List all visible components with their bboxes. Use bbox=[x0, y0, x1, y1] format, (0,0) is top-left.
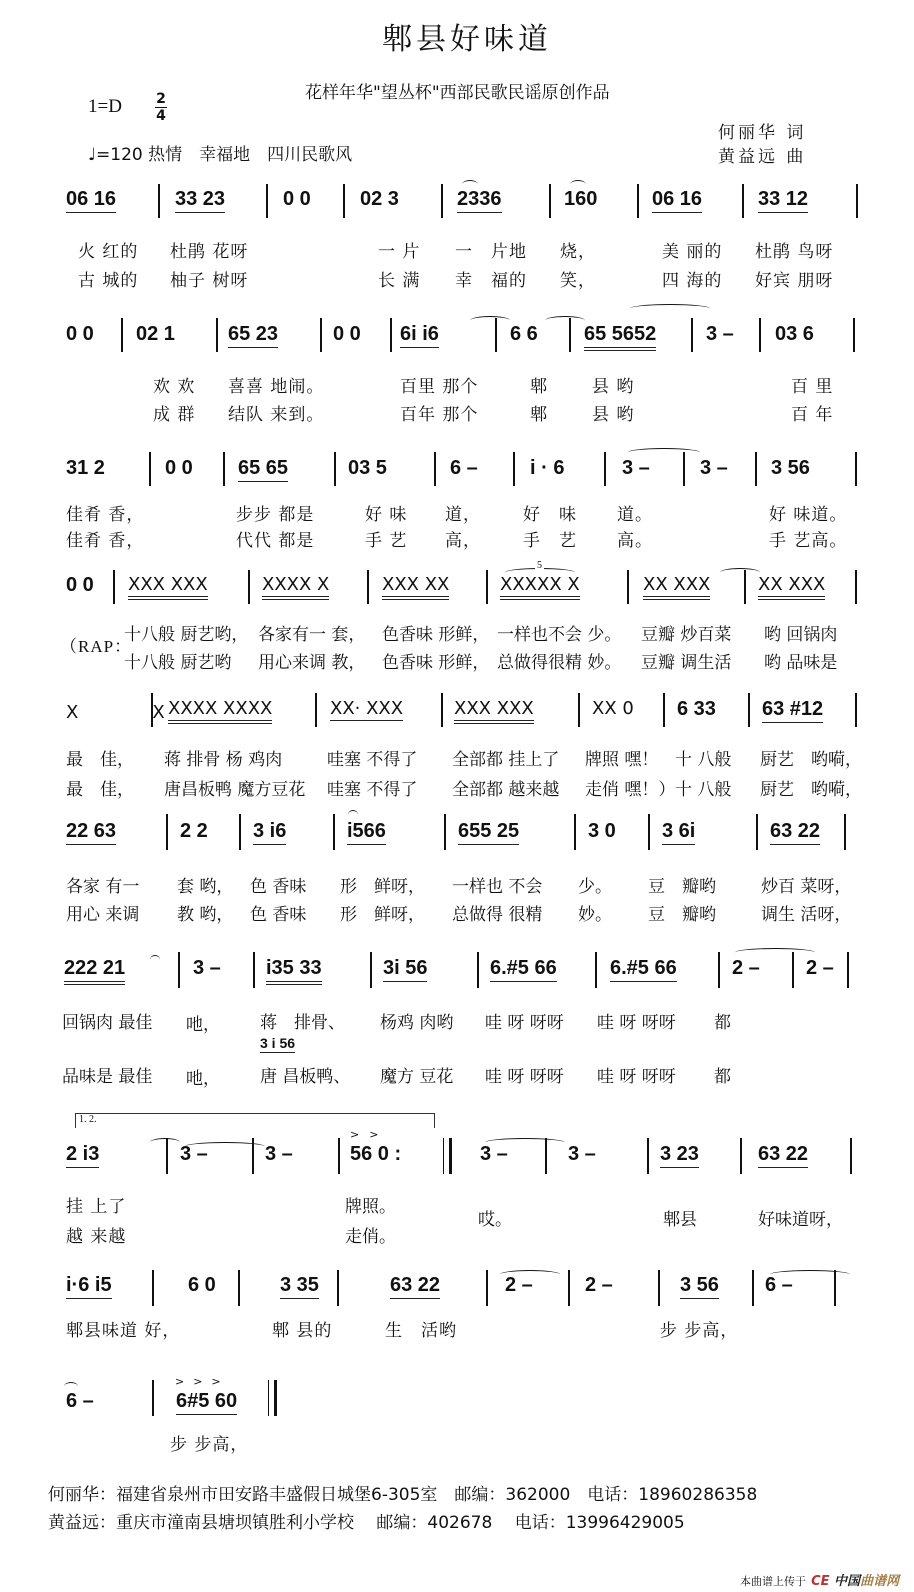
lyric: 十 八般 bbox=[675, 750, 732, 770]
barline bbox=[578, 693, 580, 727]
lyric: 越 来越 bbox=[66, 1227, 127, 1247]
tuplet-number: 5 bbox=[537, 560, 542, 571]
lyric: 蒋 排骨 杨 鸡肉 bbox=[164, 750, 283, 770]
lyric: 回锅肉 最佳 bbox=[62, 1013, 153, 1033]
barline bbox=[855, 452, 857, 486]
lyric: 魔方 豆花 bbox=[380, 1067, 454, 1087]
barline bbox=[315, 693, 317, 727]
barline bbox=[434, 452, 436, 486]
lyric: 唐 昌板鸭、 bbox=[260, 1067, 351, 1087]
measure-notes: 6i i6 bbox=[400, 323, 439, 348]
barline bbox=[663, 693, 665, 727]
barline bbox=[648, 814, 650, 850]
barline bbox=[216, 318, 218, 352]
barline bbox=[337, 1270, 339, 1306]
measure-notes: i · 6 bbox=[530, 457, 565, 479]
measure-notes: 6 0 bbox=[188, 1274, 216, 1296]
barline bbox=[333, 814, 335, 850]
barline bbox=[239, 814, 241, 850]
lyric: 步 步高， bbox=[170, 1435, 249, 1455]
lyric: 成 群 bbox=[153, 405, 196, 425]
lyric: 形 鲜呀， bbox=[340, 877, 425, 897]
rap-rhythm: XXX XX bbox=[382, 574, 449, 600]
lyric: 烧， bbox=[560, 242, 596, 262]
lyric: 用心来调 教， bbox=[258, 653, 366, 673]
lyric: 挂 上了 bbox=[66, 1197, 127, 1217]
lyric: 郫 县的 bbox=[272, 1321, 333, 1341]
lyric: 哇塞 不得了 bbox=[327, 750, 418, 770]
slur bbox=[630, 304, 710, 313]
measure-notes: 6.#5 66 bbox=[610, 957, 677, 982]
barline bbox=[486, 570, 488, 604]
measure-notes: 3i 56 bbox=[383, 957, 427, 982]
barline bbox=[595, 952, 597, 988]
lyric: 全部都 挂上了 bbox=[452, 750, 560, 770]
tie bbox=[735, 948, 815, 957]
lyric: 品味是 最佳 bbox=[62, 1067, 153, 1087]
barline bbox=[343, 184, 345, 218]
measure-notes: 33 23 bbox=[175, 188, 225, 213]
measure-notes: 22 63 bbox=[66, 820, 116, 845]
barline bbox=[178, 952, 180, 988]
measure-notes: 6 – bbox=[450, 457, 478, 479]
barline bbox=[756, 814, 758, 850]
lyric: 妙。 bbox=[578, 905, 612, 925]
lyric: 百 年 bbox=[791, 405, 834, 425]
tie bbox=[628, 448, 700, 457]
measure-notes: 3 56 bbox=[771, 457, 810, 479]
barline bbox=[238, 1270, 240, 1306]
lyric: 郫县 bbox=[663, 1210, 697, 1230]
song-title: 郫县好味道 bbox=[382, 22, 552, 57]
time-sig-bottom: 4 bbox=[156, 108, 166, 124]
measure-notes: 3 – bbox=[700, 457, 728, 479]
lyric: 县 哟 bbox=[592, 377, 635, 397]
measure-notes: 6 – bbox=[66, 1390, 94, 1412]
barline bbox=[568, 1270, 570, 1306]
lyric: 手 艺 bbox=[365, 531, 408, 551]
barline bbox=[748, 693, 750, 727]
measure-notes: 6#5 60 bbox=[176, 1390, 237, 1415]
barline bbox=[755, 452, 757, 486]
barline bbox=[683, 452, 685, 486]
lyric: 都 bbox=[714, 1067, 731, 1087]
lyric: 高。 bbox=[617, 531, 653, 551]
lyric: 欢 欢 bbox=[153, 377, 196, 397]
barline bbox=[338, 1138, 340, 1174]
fermata bbox=[348, 810, 358, 819]
lyric: 笑， bbox=[560, 271, 596, 291]
lyric: 十八般 厨艺哟， bbox=[124, 625, 249, 645]
measure-notes: 2 – bbox=[505, 1274, 533, 1296]
lyric: 百年 那个 bbox=[400, 405, 479, 425]
lyric: 吔， bbox=[186, 1015, 220, 1035]
lyric: 豆 瓣哟 bbox=[648, 905, 716, 925]
measure-notes: 3 0 bbox=[588, 820, 616, 842]
lyric: 全部都 越来越 bbox=[452, 780, 560, 800]
measure-notes: 33 12 bbox=[758, 188, 808, 213]
lyric: 套 哟， bbox=[177, 877, 234, 897]
measure-notes: 31 2 bbox=[66, 457, 105, 479]
measure-notes: 3 – bbox=[622, 457, 650, 479]
lyric: 走俏 嘿！） bbox=[585, 780, 676, 800]
lyric: 哇 呀 呀呀 bbox=[485, 1067, 564, 1087]
lyric: 结队 来到。 bbox=[228, 405, 325, 425]
barline bbox=[855, 693, 857, 727]
watermark-text: 本曲谱上传于 bbox=[740, 1575, 806, 1588]
lyric: 豆瓣 调生活 bbox=[641, 653, 732, 673]
lyric: 牌照 嘿！ bbox=[585, 750, 659, 770]
measure-notes: 2 – bbox=[732, 957, 760, 979]
barline bbox=[759, 318, 761, 352]
lyric: 郫县味道 好， bbox=[66, 1321, 181, 1341]
barline bbox=[486, 1270, 488, 1306]
lyric: 代代 都是 bbox=[236, 531, 315, 551]
measure-notes: 160 bbox=[564, 188, 598, 210]
lyric: 好 味道。 bbox=[769, 505, 848, 525]
lyric: 厨艺 哟嗬， bbox=[760, 780, 862, 800]
lyric: 一 片地 bbox=[455, 242, 527, 262]
watermark bbox=[740, 1570, 899, 1589]
barline bbox=[248, 570, 250, 604]
measure-notes: 3 – bbox=[706, 323, 734, 345]
measure-notes: 2336 bbox=[457, 188, 502, 213]
tie bbox=[720, 568, 760, 577]
barline bbox=[627, 570, 629, 604]
lyric: 火 红的 bbox=[78, 242, 139, 262]
lyric: 各家有一 套， bbox=[258, 625, 366, 645]
lyric: 杜鹃 鸟呀 bbox=[755, 242, 834, 262]
lyricist-credit: 何丽华 词 bbox=[718, 123, 807, 143]
barline bbox=[441, 693, 443, 727]
lyric: 美 丽的 bbox=[662, 242, 723, 262]
lyric: 县 哟 bbox=[592, 405, 635, 425]
lyric: 总做得很精 妙。 bbox=[497, 653, 622, 673]
lyric: 四 海的 bbox=[662, 271, 723, 291]
barline bbox=[604, 452, 606, 486]
barline bbox=[513, 452, 515, 486]
lyric: 哟 品味是 bbox=[764, 653, 838, 673]
lyric: 步步 都是 bbox=[236, 505, 315, 525]
measure-notes: 03 5 bbox=[348, 457, 387, 479]
measure-notes: 65 23 bbox=[228, 323, 278, 348]
lyric: 哎。 bbox=[478, 1210, 512, 1230]
rap-rhythm: XXXX XXXX bbox=[168, 698, 272, 724]
tie bbox=[545, 316, 585, 325]
measure-notes: 3 6i bbox=[662, 820, 695, 845]
measure-notes: 0 0 bbox=[333, 323, 361, 345]
barline bbox=[390, 318, 392, 352]
measure-notes: 3 – bbox=[265, 1143, 293, 1165]
lyric: 色香味 形鲜， bbox=[382, 653, 490, 673]
measure-notes: 6 6 bbox=[510, 323, 538, 345]
lyric: 色 香味 bbox=[250, 905, 307, 925]
barline bbox=[740, 1138, 742, 1174]
lyric: 郫 bbox=[530, 377, 548, 397]
lyric: 佳肴 香， bbox=[66, 531, 145, 551]
lyric: 好宾 朋呀 bbox=[755, 271, 834, 291]
lyric: 少。 bbox=[578, 877, 612, 897]
measure-notes: 02 1 bbox=[136, 323, 175, 345]
measure-notes: 65 65 bbox=[238, 457, 288, 482]
barline bbox=[549, 184, 551, 218]
lyric: 杨鸡 肉哟 bbox=[380, 1013, 454, 1033]
barline bbox=[752, 1270, 754, 1306]
measure-notes: i·6 i5 bbox=[66, 1274, 112, 1299]
barline bbox=[266, 184, 268, 218]
barline bbox=[149, 452, 151, 486]
measure-notes: 63 22 bbox=[390, 1274, 440, 1299]
measure-notes: 63 #12 bbox=[762, 698, 823, 723]
measure-notes: 3 – bbox=[180, 1143, 208, 1165]
measure-notes: 2 i3 bbox=[66, 1143, 99, 1168]
rap-label: （RAP： bbox=[60, 637, 133, 656]
lyric: 调生 活呀， bbox=[761, 905, 852, 925]
measure-notes: 0 0 bbox=[66, 323, 94, 345]
barline bbox=[855, 570, 857, 604]
tie bbox=[150, 1138, 180, 1147]
barline bbox=[637, 184, 639, 218]
time-signature bbox=[155, 92, 167, 123]
tie bbox=[470, 316, 510, 325]
measure-notes: 0 0 bbox=[66, 574, 94, 596]
tempo-marking: ♩=120 热情 幸福地 四川民歌风 bbox=[88, 145, 353, 165]
measure-notes: 3 – bbox=[568, 1143, 596, 1165]
subtitle: 花样年华"望丛杯"西部民歌民谣原创作品 bbox=[305, 83, 610, 103]
lyric: 好 味 bbox=[365, 505, 408, 525]
measure-notes: 02 3 bbox=[360, 188, 399, 210]
lyric: 古 城的 bbox=[78, 271, 139, 291]
measure-notes: 63 22 bbox=[770, 820, 820, 845]
lyric: 喜喜 地闹。 bbox=[228, 377, 325, 397]
lyric: 最 佳， bbox=[66, 780, 134, 800]
measure-notes: 0 0 bbox=[165, 457, 193, 479]
composer-credit: 黄益远 曲 bbox=[718, 147, 807, 167]
barline bbox=[792, 952, 794, 988]
barline bbox=[444, 814, 446, 850]
barline bbox=[574, 814, 576, 850]
barline bbox=[441, 184, 443, 218]
lyric: 高， bbox=[445, 531, 481, 551]
lyric: 郫 bbox=[530, 405, 548, 425]
barline bbox=[718, 952, 720, 988]
measure-notes: 6 33 bbox=[677, 698, 716, 720]
barline bbox=[367, 570, 369, 604]
measure-notes: 56 0 : bbox=[350, 1143, 402, 1165]
measure-notes: 222 21 bbox=[64, 957, 125, 985]
measure-notes: 0 0 bbox=[283, 188, 311, 210]
rap-rhythm: XXX XXX bbox=[128, 574, 208, 600]
measure-notes: 2 – bbox=[806, 957, 834, 979]
brand-logo-icon: CE 中国曲谱网 bbox=[811, 1574, 900, 1589]
lyric: 长 满 bbox=[378, 271, 421, 291]
rap-rhythm: XX XXX bbox=[758, 574, 825, 600]
lyric: 一 片 bbox=[378, 242, 421, 262]
measure-notes: 65 5652 bbox=[584, 323, 656, 351]
rap-rhythm: XX XXX bbox=[643, 574, 710, 600]
lyric: 哇 呀 呀呀 bbox=[597, 1013, 676, 1033]
barline bbox=[850, 1138, 852, 1174]
barline bbox=[477, 952, 479, 988]
fermata bbox=[150, 955, 160, 964]
measure-notes: i35 33 bbox=[266, 957, 322, 985]
measure-notes: 2 – bbox=[585, 1274, 613, 1296]
measure-notes: 3 35 bbox=[280, 1274, 319, 1299]
lyric: 唐昌板鸭 魔方豆花 bbox=[164, 780, 306, 800]
lyric: 生 活哟 bbox=[385, 1321, 457, 1341]
lyric: 好 味 bbox=[523, 505, 577, 525]
measure-notes: 06 16 bbox=[652, 188, 702, 213]
measure-notes: 3 – bbox=[193, 957, 221, 979]
lyric: 一样也 不会 bbox=[452, 877, 543, 897]
key-signature: 1=D bbox=[88, 96, 122, 117]
measure-notes: 3 23 bbox=[660, 1143, 699, 1168]
final-barline bbox=[268, 1380, 277, 1416]
lyric: 百 里 bbox=[791, 377, 834, 397]
lyric: 一样也不会 少。 bbox=[497, 625, 622, 645]
lyric: 十八般 厨艺哟 bbox=[124, 653, 232, 673]
lyric: 哟 回锅肉 bbox=[764, 625, 838, 645]
lyric: 形 鲜呀， bbox=[340, 905, 425, 925]
barline bbox=[152, 1270, 154, 1306]
measure-notes: 655 25 bbox=[458, 820, 519, 845]
measure-notes: 3 i6 bbox=[253, 820, 286, 845]
measure-notes: 3 – bbox=[480, 1143, 508, 1165]
barline bbox=[223, 452, 225, 486]
lyric: 哇 呀 呀呀 bbox=[485, 1013, 564, 1033]
lyric: 手 艺 bbox=[523, 531, 577, 551]
lyric: 色 香味 bbox=[250, 877, 307, 897]
rap-rhythm: XXXXX X bbox=[500, 574, 580, 600]
time-sig-top: 2 bbox=[156, 91, 166, 107]
composer-contact: 黄益远：重庆市潼南县塘坝镇胜利小学校 邮编：402678 电话：13996429005 bbox=[48, 1513, 685, 1533]
lyric: 吔， bbox=[186, 1069, 220, 1089]
lyric: 十 八般 bbox=[675, 780, 732, 800]
lyric: 色香味 形鲜， bbox=[382, 625, 490, 645]
barline bbox=[844, 814, 846, 850]
rap-rhythm: XX· XXX bbox=[330, 698, 404, 719]
lyric: 柚子 树呀 bbox=[170, 271, 249, 291]
barline bbox=[647, 1138, 649, 1174]
barline bbox=[152, 1380, 154, 1416]
lyric: 最 佳， bbox=[66, 750, 134, 770]
barline bbox=[320, 318, 322, 352]
barline bbox=[158, 184, 160, 218]
lyric: 佳肴 香， bbox=[66, 505, 145, 525]
lyric: 牌照。 bbox=[345, 1197, 396, 1217]
measure-notes: 03 6 bbox=[775, 323, 814, 345]
accent-marks: >> bbox=[350, 1128, 389, 1141]
barline bbox=[113, 570, 115, 604]
lyric: 好味道呀， bbox=[758, 1210, 843, 1230]
repeat-end-barline bbox=[443, 1138, 452, 1174]
lyric: 走俏。 bbox=[345, 1227, 396, 1247]
barline bbox=[253, 952, 255, 988]
lyric: 各家 有一 bbox=[66, 877, 140, 897]
barline bbox=[658, 1270, 660, 1306]
lyric: 手 艺高。 bbox=[769, 531, 848, 551]
barline bbox=[370, 952, 372, 988]
measure-notes: 2 2 bbox=[180, 820, 208, 842]
lyric: 炒百 菜呀， bbox=[761, 877, 852, 897]
lyric: 厨艺 哟嗬， bbox=[760, 750, 862, 770]
measure-notes: 6 – bbox=[765, 1274, 793, 1296]
rap-rhythm: X X bbox=[66, 702, 193, 723]
barline bbox=[856, 184, 858, 218]
lyric: 都 bbox=[714, 1013, 731, 1033]
barline bbox=[166, 814, 168, 850]
lyricist-contact: 何丽华：福建省泉州市田安路丰盛假日城堡6-305室 邮编：362000 电话：18960286358 bbox=[48, 1485, 758, 1505]
barline bbox=[847, 952, 849, 988]
barline bbox=[742, 184, 744, 218]
measure-notes: 63 22 bbox=[758, 1143, 808, 1168]
barline bbox=[691, 318, 693, 352]
measure-notes: 3 56 bbox=[680, 1274, 719, 1299]
rap-rhythm: XX 0 bbox=[592, 698, 634, 719]
measure-notes: 6.#5 66 bbox=[490, 957, 557, 982]
lyric: 豆瓣 炒百菜 bbox=[641, 625, 732, 645]
lyric: 杜鹃 花呀 bbox=[170, 242, 249, 262]
measure-notes: i566 bbox=[347, 820, 386, 845]
barline bbox=[121, 318, 123, 352]
lyric: 步 步高， bbox=[660, 1321, 739, 1341]
barline bbox=[853, 318, 855, 352]
lyric: 蒋 排骨、 bbox=[260, 1013, 345, 1033]
lyric: 哇塞 不得了 bbox=[327, 780, 418, 800]
alternate-notes: 3 i 56 bbox=[260, 1035, 296, 1051]
rap-rhythm: XXXX X bbox=[262, 574, 329, 600]
lyric: 幸 福的 bbox=[455, 271, 527, 291]
lyric: 豆 瓣哟 bbox=[648, 877, 716, 897]
rap-rhythm: XXX XXX bbox=[454, 698, 534, 724]
volta-bracket: 1. 2. bbox=[75, 1113, 435, 1128]
lyric: 道， bbox=[445, 505, 481, 525]
lyric: 总做得 很精 bbox=[452, 905, 543, 925]
lyric: 百里 那个 bbox=[400, 377, 479, 397]
lyric: 用心 来调 bbox=[66, 905, 140, 925]
barline bbox=[334, 452, 336, 486]
lyric: 哇 呀 呀呀 bbox=[597, 1067, 676, 1087]
measure-notes: 06 16 bbox=[66, 188, 116, 213]
lyric: 道。 bbox=[617, 505, 653, 525]
accent-marks: >>> bbox=[175, 1375, 230, 1388]
lyric: 教 哟， bbox=[177, 905, 234, 925]
